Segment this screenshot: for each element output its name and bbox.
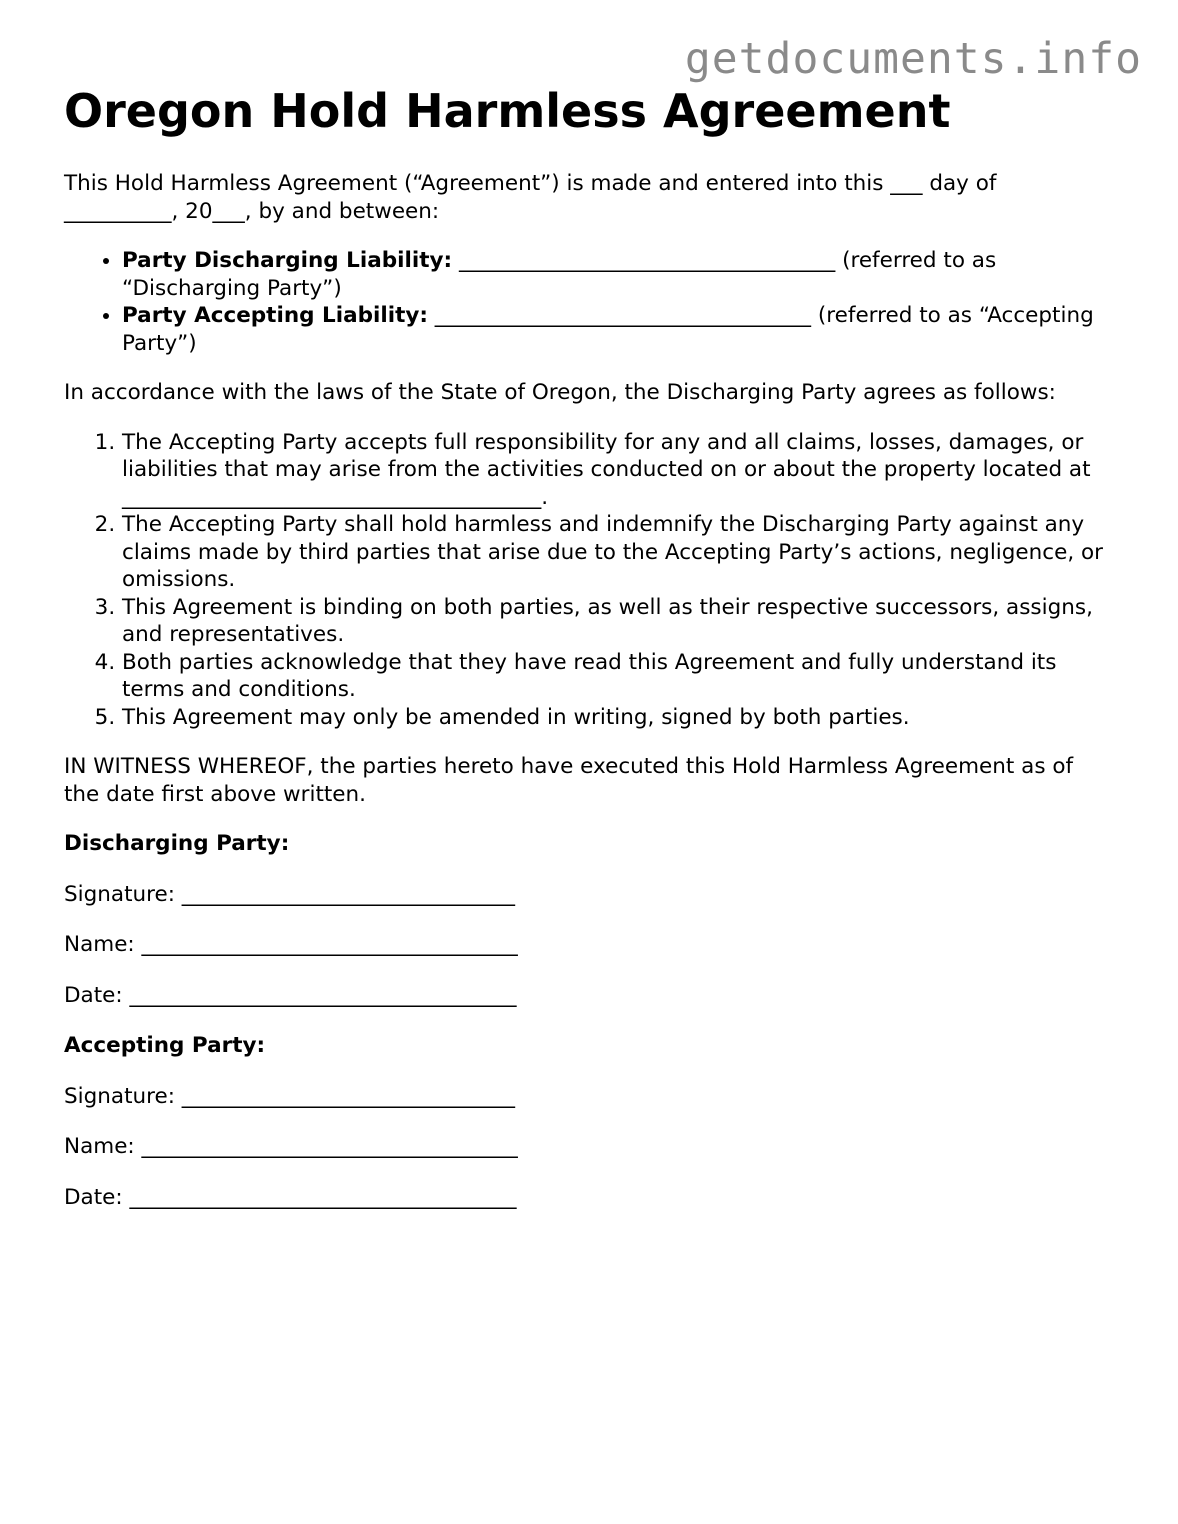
parties-list [64,247,1114,357]
party-label: Party Discharging Liability: [122,248,453,273]
discharging-name-line: Name: ___________________________________ [64,932,518,957]
party-text: ___________________________________ (referred to as “Discharging Party”) [122,248,997,301]
discharging-party-heading: Discharging Party: [64,831,290,856]
document-title: Oregon Hold Harmless Agreement [64,84,951,138]
party-text: ___________________________________ (referred to as “Accepting Party”) [122,303,1094,356]
list-item: 4. Both parties acknowledge that they have read this Agreement and fully understand its terms and conditions. [122,649,1114,704]
accepting-date-line: Date: ____________________________________ [64,1184,517,1210]
list-item [122,247,1114,302]
document-page [64,84,1114,1234]
intro-paragraph: This Hold Harmless Agreement (“Agreement”) is made and entered into this ___ day of __________, 20___, by and between: [64,171,997,224]
accepting-party-heading: Accepting Party: [64,1033,266,1058]
list-item [122,302,1114,357]
party-label: Party Accepting Liability: [122,303,428,328]
accepting-name-line: Name: ___________________________________ [64,1134,518,1159]
list-item: 5. This Agreement may only be amended in writing, signed by both parties. [122,704,1114,732]
accordance-paragraph: In accordance with the laws of the State of Oregon, the Discharging Party agrees as follows: [64,380,1056,405]
accepting-signature-line: Signature: _______________________________ [64,1083,516,1109]
discharging-signature-line: Signature: _______________________________ [64,881,516,907]
watermark: getdocuments.info [684,34,1142,84]
list-item: 2. The Accepting Party shall hold harmless and indemnify the Discharging Party against any claims made by third parties that arise due to the Accepting Party’s actions, negligence, or omissions. [122,511,1114,594]
terms-list [64,429,1114,732]
list-item: 1. The Accepting Party accepts full responsibility for any and all claims, losses, damages, or liabilities that may arise from the activities conducted on or about the property located at _______________________________________. [122,429,1114,512]
discharging-date-line: Date: ____________________________________ [64,982,517,1008]
witness-paragraph: IN WITNESS WHEREOF, the parties hereto have executed this Hold Harmless Agreement as of the date first above written. [64,754,1074,807]
list-item: 3. This Agreement is binding on both parties, as well as their respective successors, assigns, and representatives. [122,594,1114,649]
